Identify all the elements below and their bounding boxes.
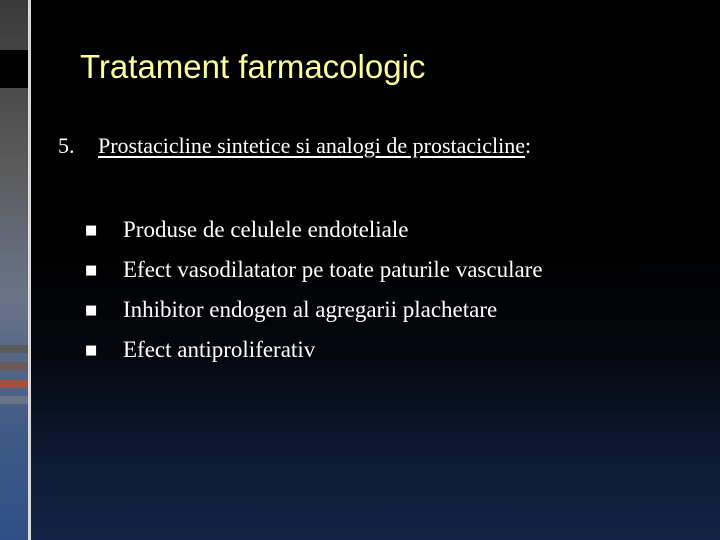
square-bullet-icon: ■ xyxy=(85,222,98,238)
item-suffix: : xyxy=(525,133,532,158)
bullet-item xyxy=(85,290,543,330)
bullet-text: Inhibitor endogen al agregarii plachetare xyxy=(123,297,498,322)
square-bullet-icon: ■ xyxy=(85,342,98,358)
bullet-item xyxy=(85,250,543,290)
bullet-list xyxy=(85,210,543,370)
bullet-item xyxy=(85,330,543,370)
left-divider-strip xyxy=(28,0,31,540)
bullet-text: Produse de celulele endoteliale xyxy=(123,217,409,242)
square-bullet-icon: ■ xyxy=(85,262,98,278)
bullet-text: Efect vasodilatator pe toate paturile vasculare xyxy=(123,257,543,282)
square-bullet-icon: ■ xyxy=(85,302,98,318)
item-text: Prostacicline sintetice si analogi de prostacicline xyxy=(98,133,526,158)
bullet-item xyxy=(85,210,543,250)
left-deco-band xyxy=(0,396,28,404)
bullet-text: Efect antiproliferativ xyxy=(123,337,316,362)
left-deco-band xyxy=(0,345,28,353)
left-deco-band xyxy=(0,362,28,370)
item-number: 5. xyxy=(58,133,75,158)
numbered-item xyxy=(58,133,531,159)
title-marker-block xyxy=(0,50,28,88)
slide-title: Tratament farmacologic xyxy=(80,48,426,85)
left-deco-band xyxy=(0,380,28,388)
